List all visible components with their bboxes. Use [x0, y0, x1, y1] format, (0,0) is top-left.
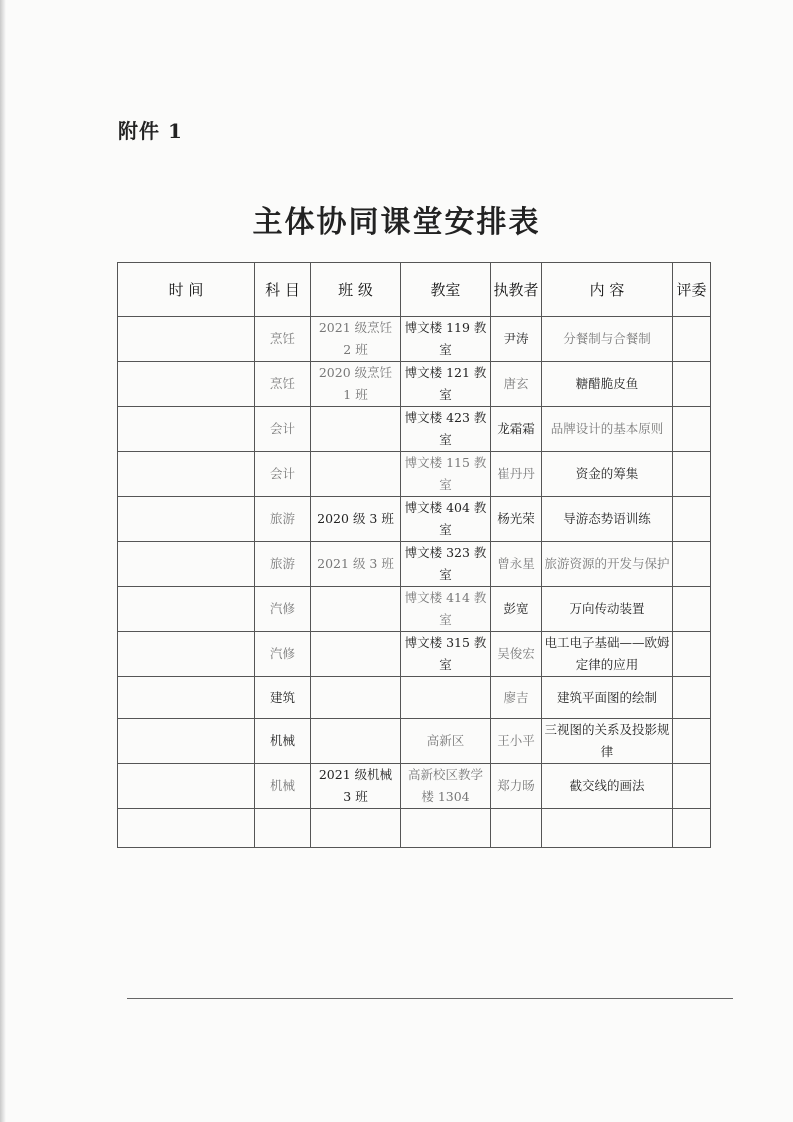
- cell-class: [311, 452, 401, 497]
- cell-room: 博文楼 323 教室: [401, 542, 491, 587]
- cell-subject: 会计: [255, 407, 311, 452]
- cell-subject: [255, 809, 311, 848]
- cell-room: [401, 677, 491, 719]
- cell-subject: 汽修: [255, 632, 311, 677]
- cell-time: [118, 452, 255, 497]
- cell-judge: [673, 452, 711, 497]
- cell-judge: [673, 719, 711, 764]
- footer-rule: [127, 998, 733, 999]
- cell-judge: [673, 407, 711, 452]
- cell-class: 2020 级 3 班: [311, 497, 401, 542]
- table-row: [118, 497, 711, 542]
- cell-teacher: 王小平: [491, 719, 542, 764]
- table-row: [118, 587, 711, 632]
- cell-content: 导游态势语训练: [542, 497, 673, 542]
- cell-teacher: [491, 809, 542, 848]
- cell-content: 万向传动装置: [542, 587, 673, 632]
- cell-teacher: 廖吉: [491, 677, 542, 719]
- table-row: [118, 719, 711, 764]
- cell-subject: 机械: [255, 719, 311, 764]
- scan-edge-shadow: [0, 0, 6, 1122]
- cell-time: [118, 764, 255, 809]
- cell-time: [118, 542, 255, 587]
- cell-class: [311, 407, 401, 452]
- header-judge: 评委: [673, 263, 711, 317]
- table-row: [118, 362, 711, 407]
- cell-content: 截交线的画法: [542, 764, 673, 809]
- cell-room: 高新校区教学楼 1304: [401, 764, 491, 809]
- cell-class: 2021 级 3 班: [311, 542, 401, 587]
- cell-time: [118, 497, 255, 542]
- cell-subject: 旅游: [255, 542, 311, 587]
- cell-room: 博文楼 423 教室: [401, 407, 491, 452]
- cell-subject: 会计: [255, 452, 311, 497]
- cell-teacher: 崔丹丹: [491, 452, 542, 497]
- cell-time: [118, 362, 255, 407]
- cell-judge: [673, 809, 711, 848]
- table-row: [118, 407, 711, 452]
- cell-judge: [673, 497, 711, 542]
- cell-room: 博文楼 121 教室: [401, 362, 491, 407]
- cell-time: [118, 719, 255, 764]
- cell-teacher: 吴俊宏: [491, 632, 542, 677]
- cell-content: 品牌设计的基本原则: [542, 407, 673, 452]
- cell-class: [311, 719, 401, 764]
- cell-content: 分餐制与合餐制: [542, 317, 673, 362]
- table-row: [118, 677, 711, 719]
- cell-content: [542, 809, 673, 848]
- table-row: [118, 452, 711, 497]
- cell-class: [311, 632, 401, 677]
- cell-content: 糖醋脆皮鱼: [542, 362, 673, 407]
- cell-content: 资金的筹集: [542, 452, 673, 497]
- cell-subject: 烹饪: [255, 362, 311, 407]
- cell-room: 博文楼 115 教室: [401, 452, 491, 497]
- cell-class: 2021 级烹饪 2 班: [311, 317, 401, 362]
- cell-room: 博文楼 315 教室: [401, 632, 491, 677]
- cell-time: [118, 677, 255, 719]
- schedule-table: [117, 262, 711, 848]
- cell-teacher: 彭宽: [491, 587, 542, 632]
- cell-class: [311, 809, 401, 848]
- cell-judge: [673, 542, 711, 587]
- page-title: 主体协同课堂安排表: [252, 205, 541, 240]
- cell-class: [311, 677, 401, 719]
- cell-subject: 烹饪: [255, 317, 311, 362]
- cell-room: 博文楼 119 教室: [401, 317, 491, 362]
- table-row: [118, 317, 711, 362]
- cell-teacher: 唐玄: [491, 362, 542, 407]
- cell-class: 2020 级烹饪 1 班: [311, 362, 401, 407]
- header-teacher: 执教者: [491, 263, 542, 317]
- attachment-label: 附件 1: [118, 119, 183, 143]
- table-row: [118, 632, 711, 677]
- cell-room: 博文楼 404 教室: [401, 497, 491, 542]
- cell-time: [118, 632, 255, 677]
- cell-room: 博文楼 414 教室: [401, 587, 491, 632]
- cell-time: [118, 809, 255, 848]
- cell-subject: 旅游: [255, 497, 311, 542]
- cell-content: 三视图的关系及投影规律: [542, 719, 673, 764]
- cell-teacher: 郑力旸: [491, 764, 542, 809]
- cell-judge: [673, 362, 711, 407]
- header-time: 时 间: [118, 263, 255, 317]
- cell-judge: [673, 632, 711, 677]
- header-class: 班 级: [311, 263, 401, 317]
- cell-subject: 汽修: [255, 587, 311, 632]
- cell-time: [118, 317, 255, 362]
- cell-content: 建筑平面图的绘制: [542, 677, 673, 719]
- header-subject: 科 目: [255, 263, 311, 317]
- cell-class: 2021 级机械 3 班: [311, 764, 401, 809]
- cell-subject: 建筑: [255, 677, 311, 719]
- cell-teacher: 龙霜霜: [491, 407, 542, 452]
- cell-room: [401, 809, 491, 848]
- header-room: 教室: [401, 263, 491, 317]
- cell-teacher: 曾永星: [491, 542, 542, 587]
- table-row: [118, 542, 711, 587]
- cell-judge: [673, 764, 711, 809]
- cell-teacher: 杨光荣: [491, 497, 542, 542]
- cell-time: [118, 587, 255, 632]
- cell-content: 旅游资源的开发与保护: [542, 542, 673, 587]
- cell-class: [311, 587, 401, 632]
- table-row: [118, 764, 711, 809]
- table-header-row: [118, 263, 711, 317]
- cell-content: 电工电子基础——欧姆定律的应用: [542, 632, 673, 677]
- cell-subject: 机械: [255, 764, 311, 809]
- table-row: [118, 809, 711, 848]
- cell-judge: [673, 317, 711, 362]
- header-content: 内 容: [542, 263, 673, 317]
- cell-judge: [673, 587, 711, 632]
- cell-teacher: 尹涛: [491, 317, 542, 362]
- cell-room: 高新区: [401, 719, 491, 764]
- cell-time: [118, 407, 255, 452]
- cell-judge: [673, 677, 711, 719]
